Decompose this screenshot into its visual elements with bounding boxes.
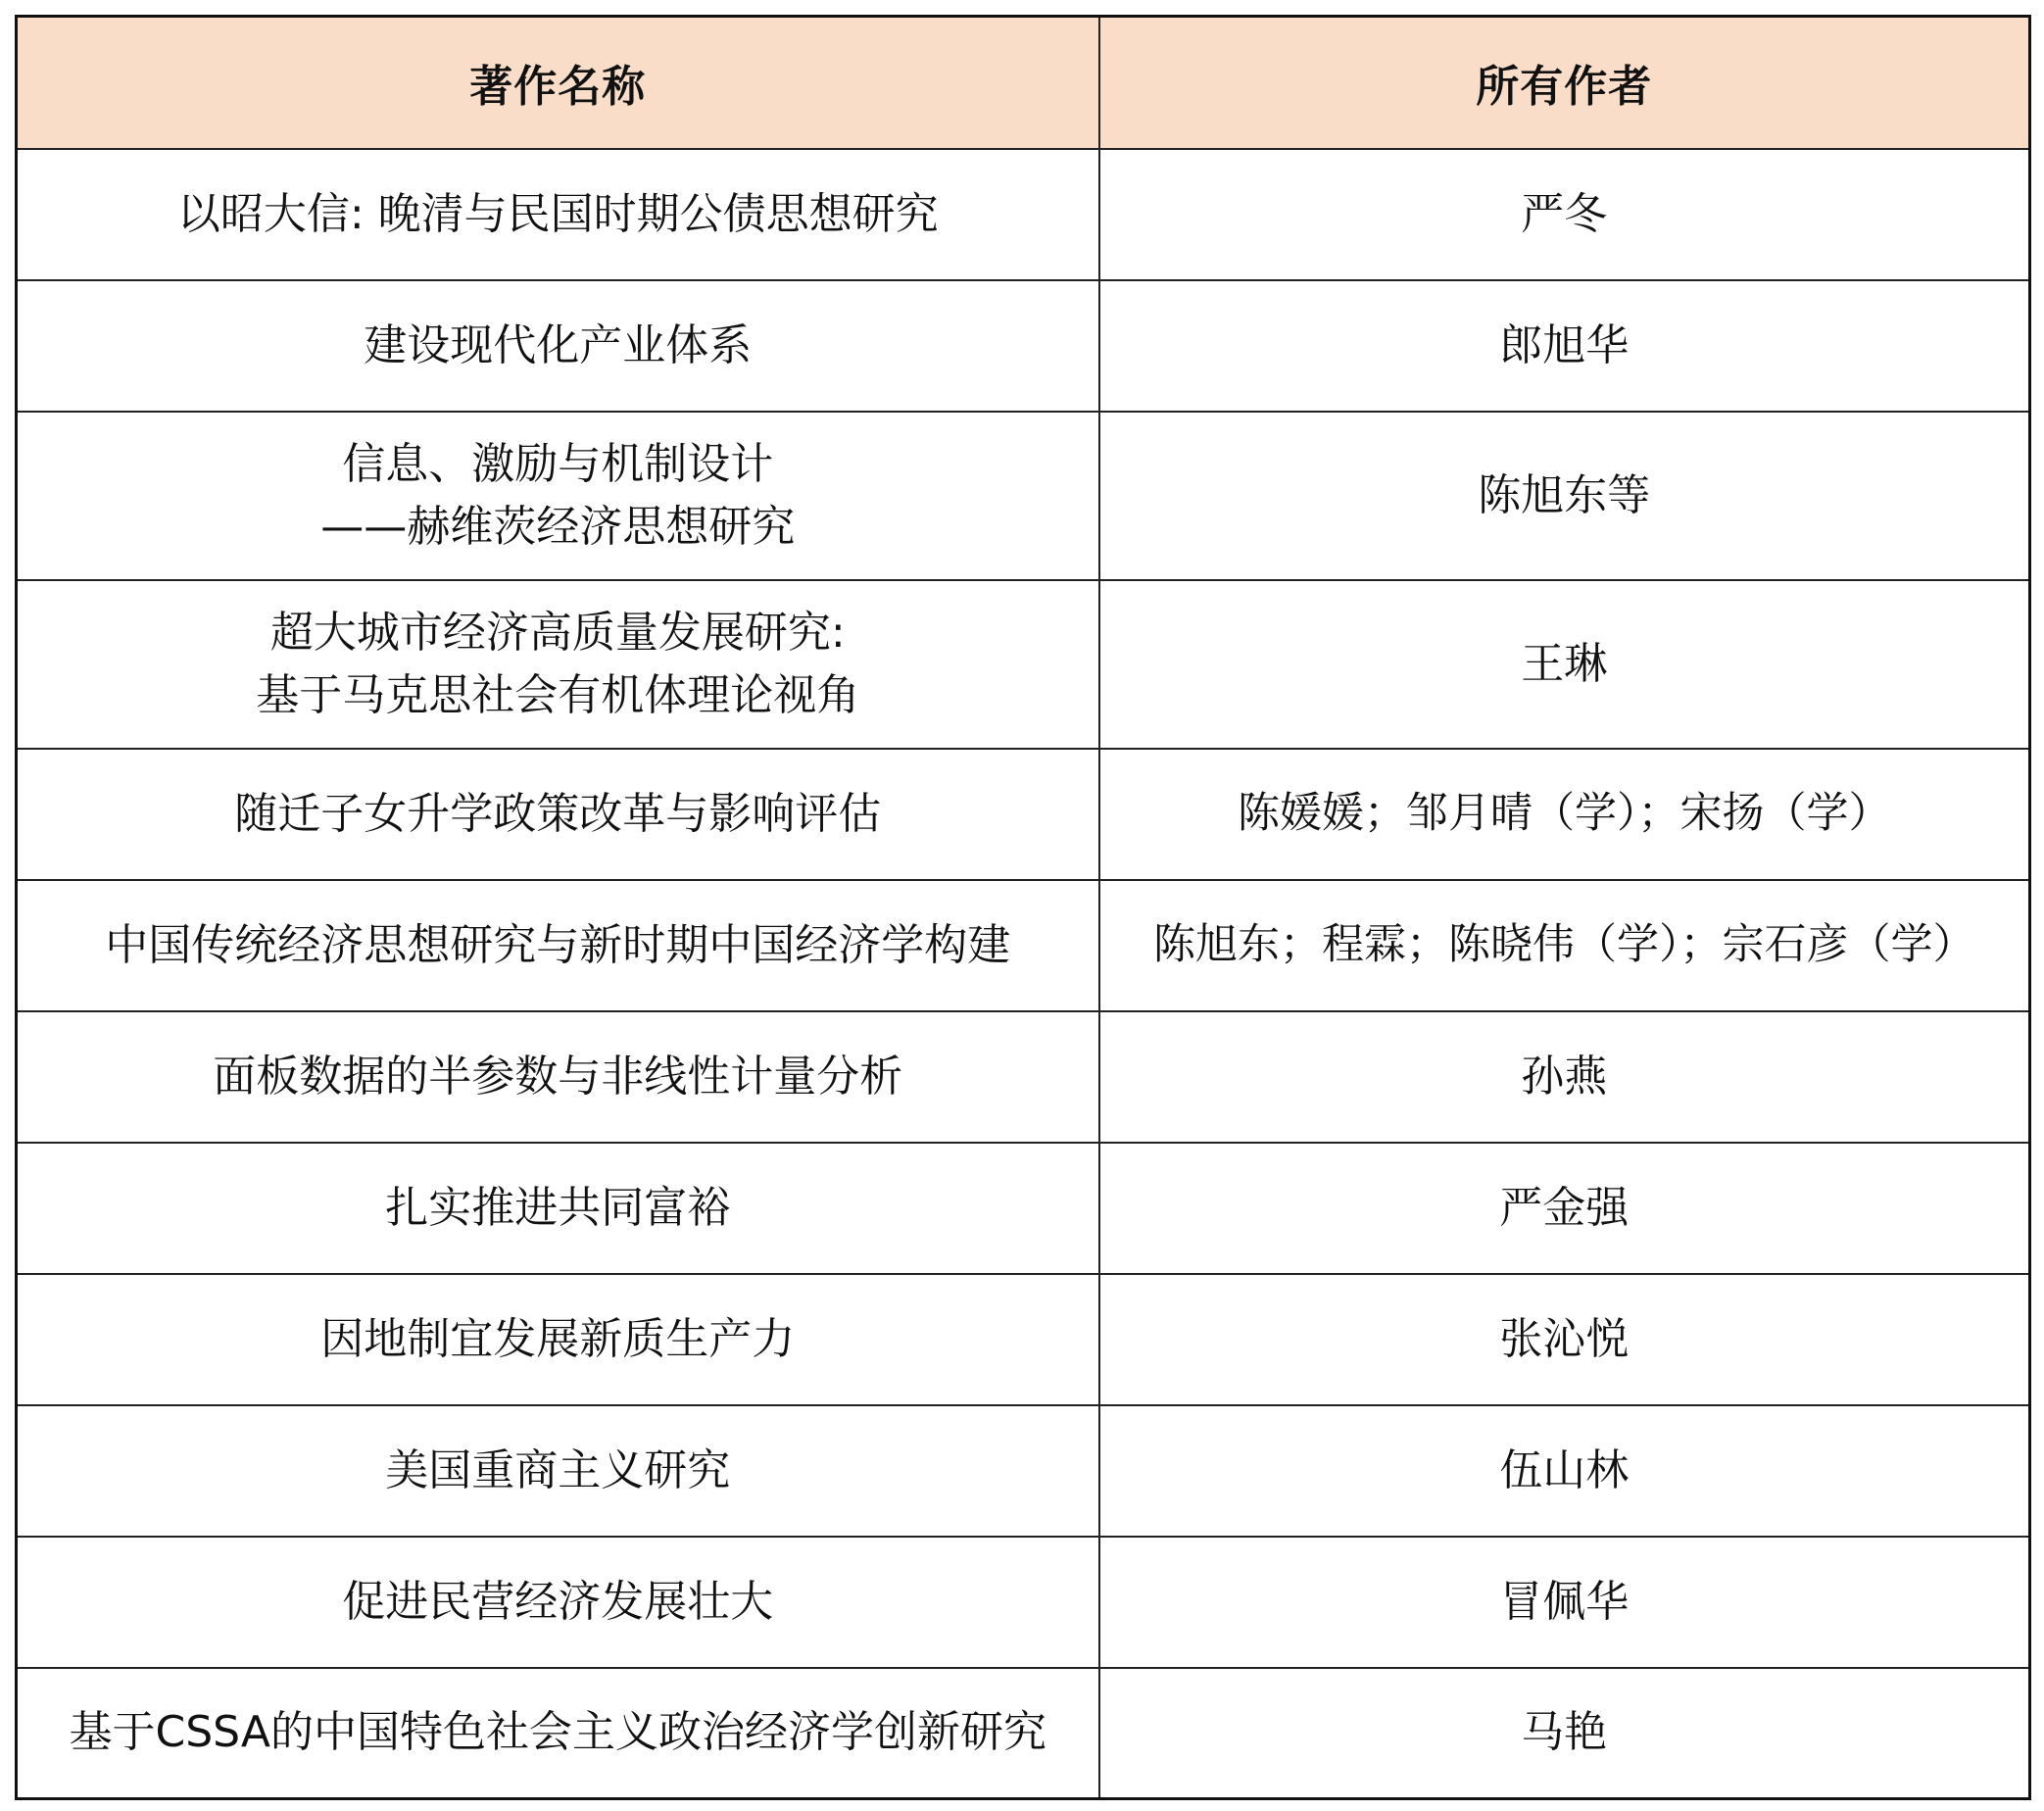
table-header — [17, 17, 2030, 149]
authors-cell: 孙燕 — [1099, 1011, 2030, 1143]
work-title-line: 以昭大信: 晚清与民国时期公债思想研究 — [176, 188, 939, 239]
work-title-cell — [17, 1537, 1099, 1668]
work-title-cell — [17, 280, 1099, 412]
table-row — [17, 749, 2030, 880]
work-title-line: 中国传统经济思想研究与新时期中国经济学构建 — [105, 919, 1011, 970]
authors-cell: 冒佩华 — [1099, 1537, 2030, 1668]
header-authors: 所有作者 — [1099, 17, 2030, 149]
authors-cell: 陈旭东等 — [1099, 412, 2030, 580]
authors-cell: 陈媛媛；邹月晴（学）；宋扬（学） — [1099, 749, 2030, 880]
work-title-line: 美国重商主义研究 — [385, 1444, 731, 1495]
table-row — [17, 1011, 2030, 1143]
work-title-line: 面板数据的半参数与非线性计量分析 — [213, 1051, 903, 1101]
work-title-cell — [17, 1405, 1099, 1537]
authors-cell: 马艳 — [1099, 1668, 2030, 1799]
work-title-line: 建设现代化产业体系 — [364, 319, 753, 370]
authors-cell: 严金强 — [1099, 1143, 2030, 1274]
work-title-cell — [17, 1011, 1099, 1143]
authors-cell: 王琳 — [1099, 580, 2030, 749]
work-title-cell — [17, 580, 1099, 749]
work-title-cell — [17, 1668, 1099, 1799]
table-row — [17, 1537, 2030, 1668]
work-title-cell — [17, 880, 1099, 1011]
work-title-line: 促进民营经济发展壮大 — [342, 1576, 774, 1627]
work-title-cell — [17, 749, 1099, 880]
work-title-cell — [17, 1274, 1099, 1405]
work-title-line: 扎实推进共同富裕 — [385, 1182, 731, 1233]
header-title: 著作名称 — [17, 17, 1099, 149]
table-row — [17, 412, 2030, 580]
authors-cell: 陈旭东；程霖；陈晓伟（学）；宗石彦（学） — [1099, 880, 2030, 1011]
work-title-line: 超大城市经济高质量发展研究: — [269, 607, 846, 658]
work-title-line: ——赫维茨经济思想研究 — [320, 501, 796, 552]
table-row — [17, 149, 2030, 280]
work-title-line: 基于马克思社会有机体理论视角 — [256, 669, 860, 720]
work-title-cell — [17, 1143, 1099, 1274]
work-title-line: 因地制宜发展新质生产力 — [320, 1313, 796, 1364]
authors-cell: 张沁悦 — [1099, 1274, 2030, 1405]
table-row — [17, 880, 2030, 1011]
authors-cell: 郎旭华 — [1099, 280, 2030, 412]
table-row — [17, 1405, 2030, 1537]
table-body — [17, 149, 2030, 1799]
table-row — [17, 1143, 2030, 1274]
work-title-line: 信息、激励与机制设计 — [342, 438, 774, 489]
table-row — [17, 1274, 2030, 1405]
works-table — [15, 15, 2031, 1800]
work-title-cell — [17, 149, 1099, 280]
table-row — [17, 580, 2030, 749]
work-title-line: 基于CSSA的中国特色社会主义政治经济学创新研究 — [69, 1707, 1046, 1758]
table-row — [17, 1668, 2030, 1799]
authors-cell: 严冬 — [1099, 149, 2030, 280]
authors-cell: 伍山林 — [1099, 1405, 2030, 1537]
header-row — [17, 17, 2030, 149]
work-title-cell — [17, 412, 1099, 580]
table-row — [17, 280, 2030, 412]
work-title-line: 随迁子女升学政策改革与影响评估 — [234, 788, 882, 839]
